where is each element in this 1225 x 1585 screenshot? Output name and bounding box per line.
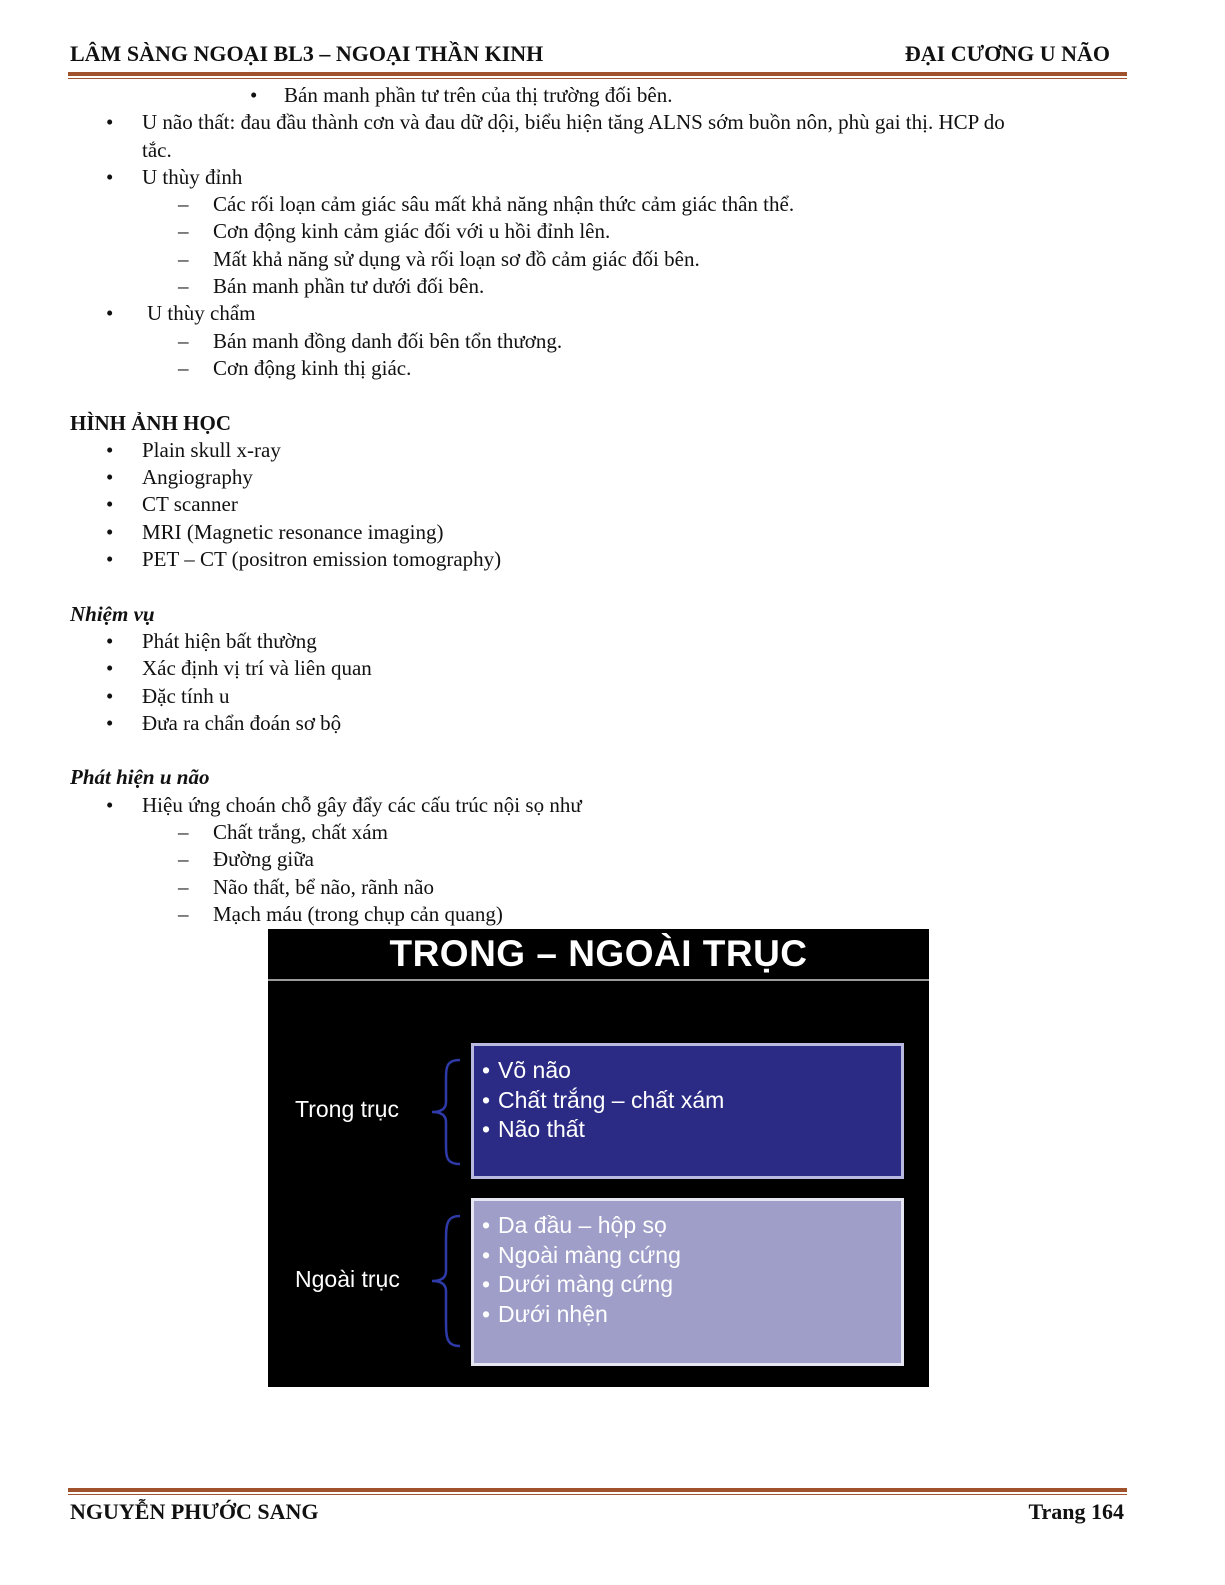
sub-list-item: – Cơn động kinh cảm giác đối với u hồi đỉnh lên. — [70, 218, 1130, 245]
section-heading-detect: Phát hiện u não — [70, 765, 210, 790]
intra-brace-icon — [426, 1057, 466, 1167]
list-item-continuation: tắc. — [142, 137, 172, 162]
extra-axial-box — [471, 1198, 904, 1366]
list-item: • Hiệu ứng choán chỗ gây đẩy các cấu trúc nội sọ như — [70, 792, 1130, 819]
list-item: • Plain skull x-ray — [70, 437, 1130, 464]
sub-list-item: – Bán manh đồng danh đối bên tổn thương. — [70, 328, 1130, 355]
page-header — [70, 41, 1126, 71]
sub-list-item: – Đường giữa — [70, 846, 1130, 873]
sub-list-item: – Mất khả năng sử dụng và rối loạn sơ đồ cảm giác đối bên. — [70, 246, 1130, 273]
sub-list-item: – Bán manh phần tư dưới đối bên. — [70, 273, 1130, 300]
section-heading-imaging: HÌNH ẢNH HỌC — [70, 410, 232, 435]
list-item: • U não thất: đau đầu thành cơn và đau dữ dội, biểu hiện tăng ALNS sớm buồn nôn, phù gai thị. HCP do — [70, 109, 1130, 136]
list-item: • MRI (Magnetic resonance imaging) — [70, 519, 1130, 546]
extra-item: • Dưới nhện — [482, 1300, 893, 1330]
sub-list-item: – Chất trắng, chất xám — [70, 819, 1130, 846]
list-item: • U thùy chẩm — [70, 300, 1130, 327]
list-item: • Đưa ra chẩn đoán sơ bộ — [70, 710, 1130, 737]
list-item: • PET – CT (positron emission tomography) — [70, 546, 1130, 573]
intra-axial-label: Trong trục — [295, 1096, 399, 1122]
list-item: • Xác định vị trí và liên quan — [70, 655, 1130, 682]
header-course-title: LÂM SÀNG NGOẠI BL3 – NGOẠI THẦN KINH — [70, 41, 544, 66]
extra-item: • Da đầu – hộp sọ — [482, 1211, 893, 1241]
intra-item: • Não thất — [482, 1115, 893, 1145]
footer-rule-thick — [68, 1488, 1127, 1492]
footer-author: NGUYỄN PHƯỚC SANG — [70, 1499, 319, 1524]
footer-rule-thin — [68, 1494, 1127, 1495]
header-rule-thick — [68, 72, 1127, 76]
header-chapter-title: ĐẠI CƯƠNG U NÃO — [904, 41, 1110, 66]
document-body — [70, 82, 1130, 928]
slide-divider — [268, 979, 929, 981]
list-item: • U thùy đỉnh — [70, 164, 1130, 191]
extra-brace-icon — [426, 1213, 466, 1349]
extra-item: • Ngoài màng cứng — [482, 1241, 893, 1271]
intra-axial-box — [471, 1043, 904, 1179]
list-item: • CT scanner — [70, 491, 1130, 518]
extra-axial-label: Ngoài trục — [295, 1266, 400, 1292]
intra-item: • Võ não — [482, 1056, 893, 1086]
footer-page-number: Trang 164 — [1028, 1499, 1124, 1524]
sub-list-item: – Cơn động kinh thị giác. — [70, 355, 1130, 382]
extra-item: • Dưới màng cứng — [482, 1270, 893, 1300]
slide-title: TRONG – NGOÀI TRỤC — [389, 933, 808, 974]
section-heading-tasks: Nhiệm vụ — [70, 601, 155, 626]
slide-figure — [268, 929, 929, 1387]
list-item: • Bán manh phần tư trên của thị trường đối bên. — [70, 82, 1130, 109]
page-footer — [70, 1499, 1126, 1529]
list-item: • Phát hiện bất thường — [70, 628, 1130, 655]
intra-item: • Chất trắng – chất xám — [482, 1086, 893, 1116]
list-item: • Đặc tính u — [70, 683, 1130, 710]
list-item: • Angiography — [70, 464, 1130, 491]
sub-list-item: – Mạch máu (trong chụp cản quang) — [70, 901, 1130, 928]
sub-list-item: – Não thất, bể não, rãnh não — [70, 874, 1130, 901]
header-rule-thin — [68, 78, 1127, 79]
sub-list-item: – Các rối loạn cảm giác sâu mất khả năng nhận thức cảm giác thân thể. — [70, 191, 1130, 218]
